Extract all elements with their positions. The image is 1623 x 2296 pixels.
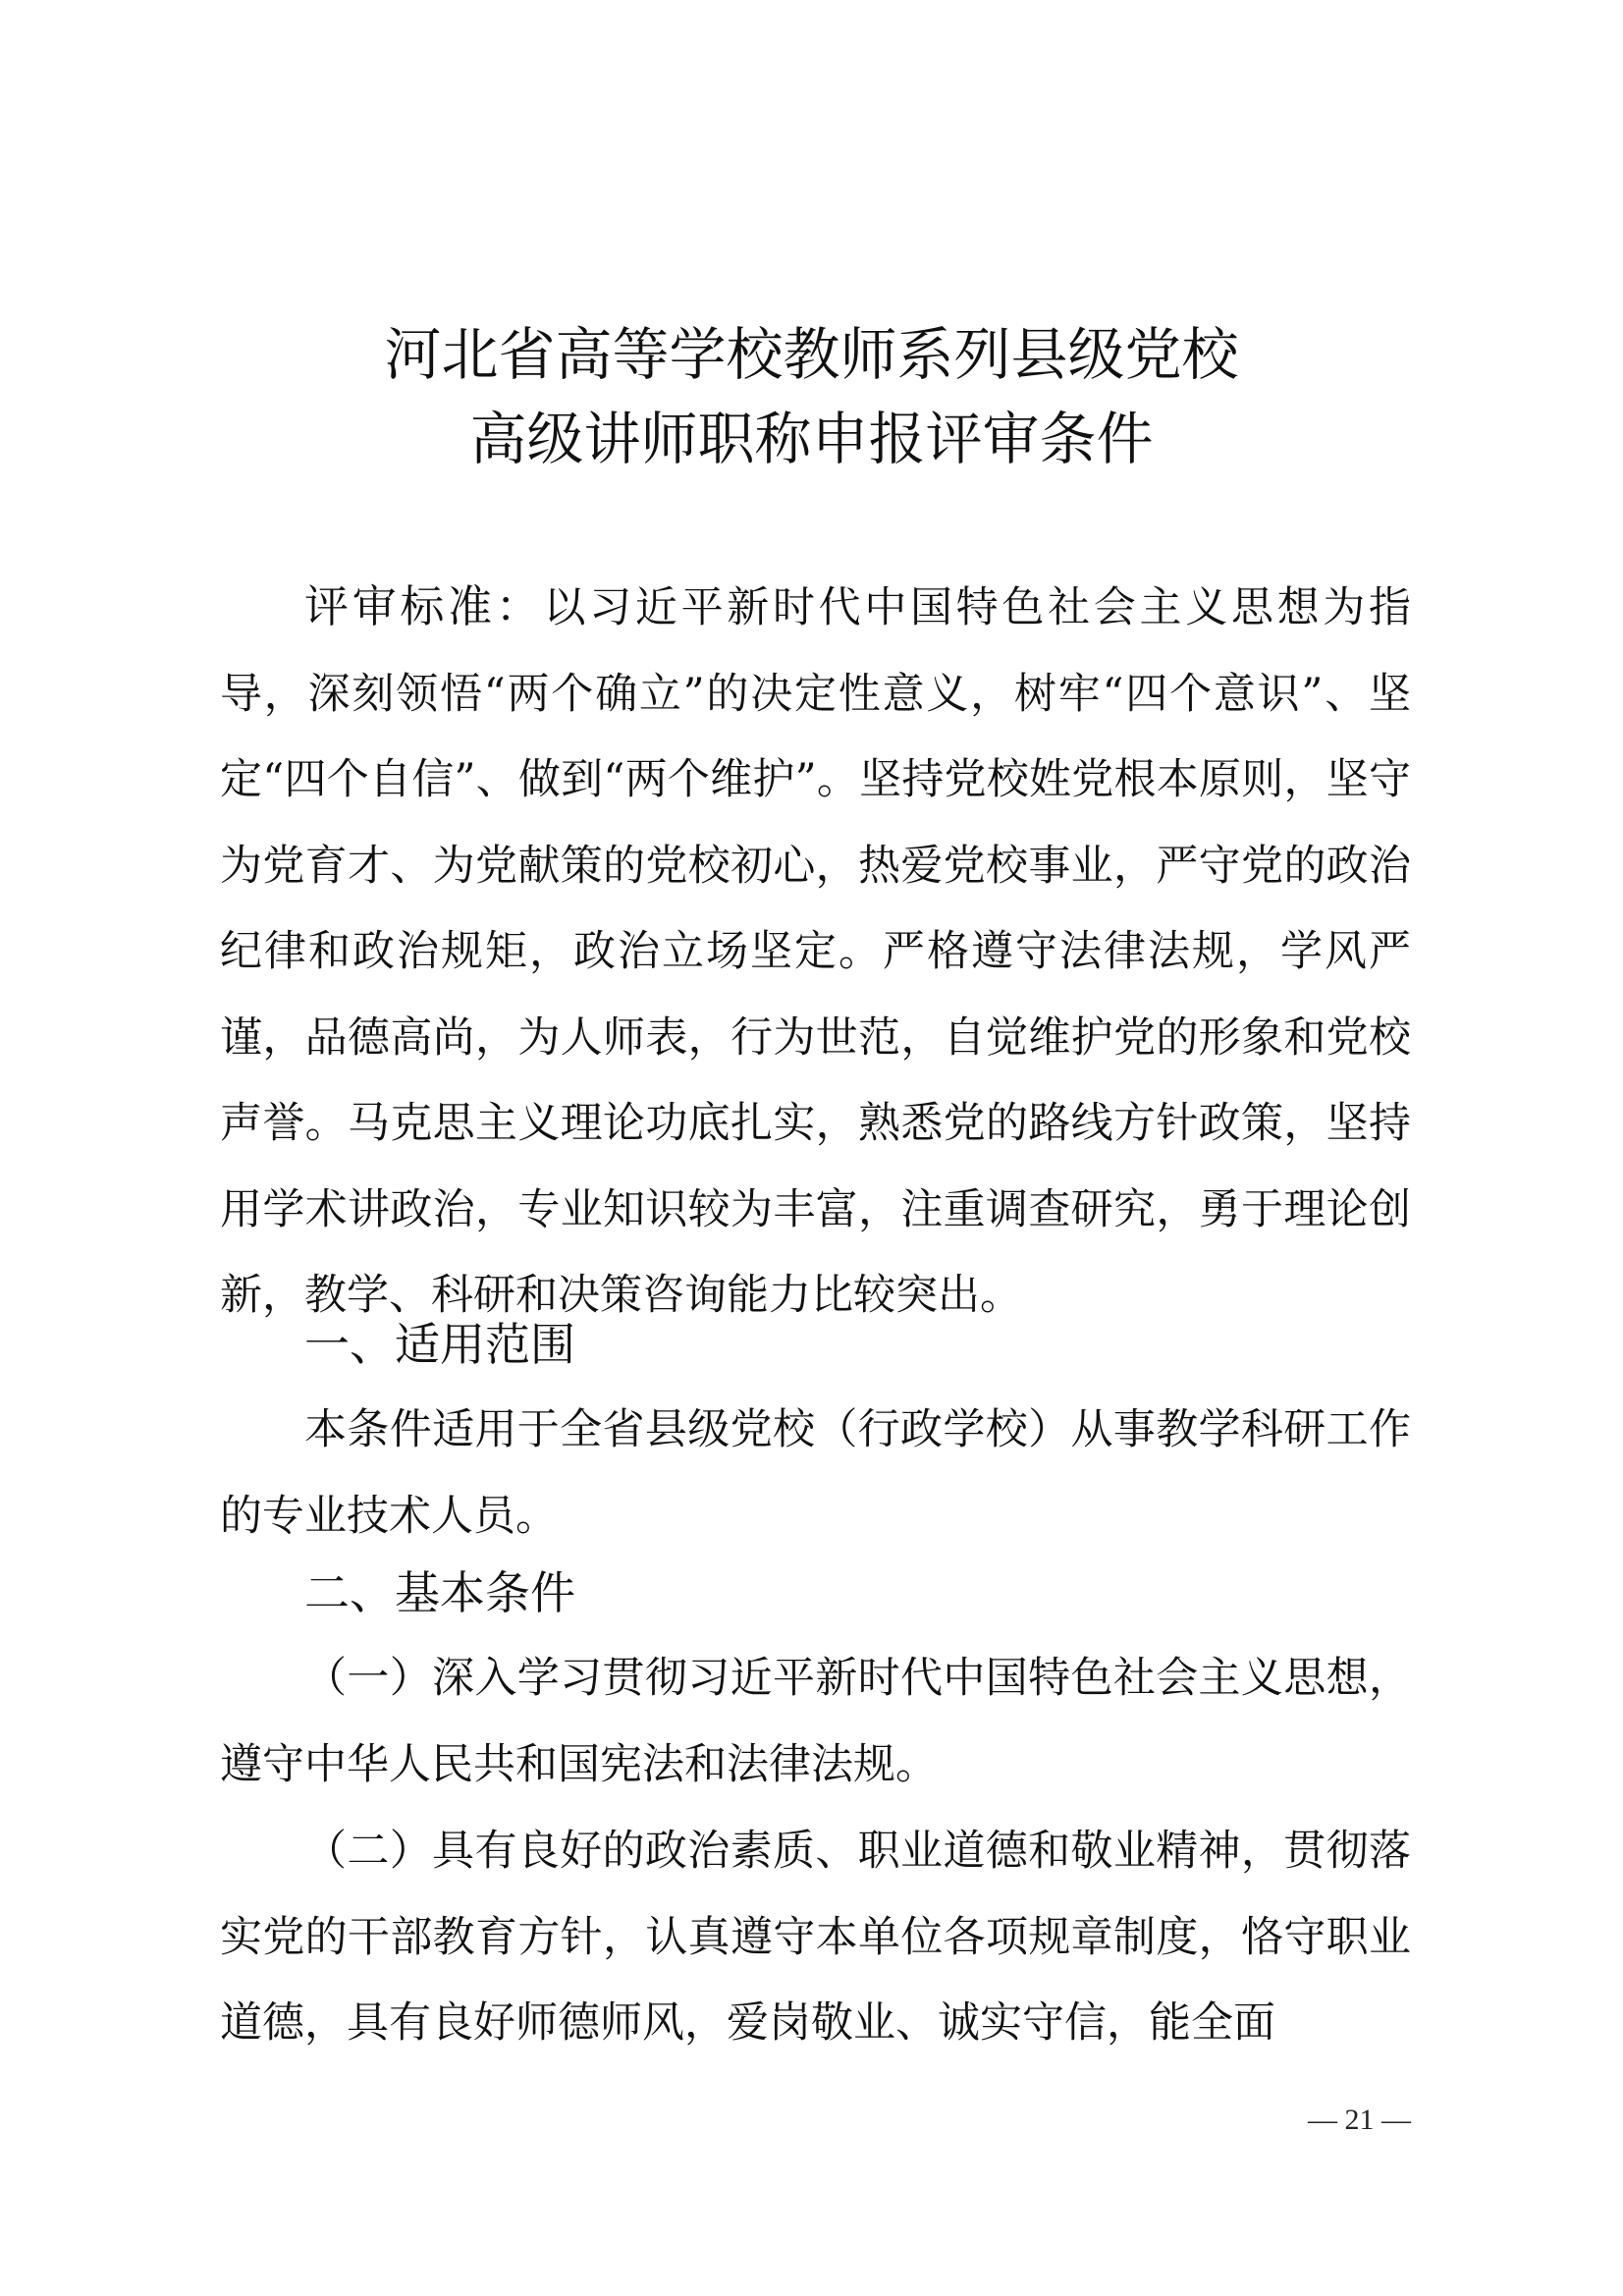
review-standard-paragraph [220, 564, 1411, 1339]
scope-paragraph: 本条件适用于全省县级党校（行政学校）从事教学科研工作的专业技术人员。 [220, 1405, 1411, 1541]
page-number: — 21 — [1308, 2104, 1411, 2136]
basic-condition-item-1: （一）深入学习贯彻习近平新时代中国特色社会主义思想，遵守中华人民共和国宪法和法律法规。 [220, 1654, 1411, 1789]
section-heading-scope: 一、适用范围 [304, 1318, 575, 1371]
review-standard-label: 评审标准： [304, 580, 544, 632]
review-standard-text: 以习近平新时代中国特色社会主义思想为指导，深刻领悟“两个确立”的决定性意义，树牢“四个意识”、坚定“四个自信”、做到“两个维护”。坚持党校姓党根本原则，坚守为党育才、为党献策的党校初心，热爱党校事业，严守党的政治纪律和政治规矩，政治立场坚定。严格遵守法律法规，学风严谨，品德高尚，为人师表，行为世范，自觉维护党的形象和党校声誉。马克思主义理论功底扎实，熟悉党的路线方针政策，坚持用学术讲政治，专业知识较为丰富，注重调查研究，勇于理论创新，教学、科研和决策咨询能力比较突出。 [220, 583, 1411, 1320]
basic-condition-item-2: （二）具有良好的政治素质、职业道德和敬业精神，贯彻落实党的干部教育方针，认真遵守本单位各项规章制度，恪守职业道德，具有良好师德师风，爱岗敬业、诚实守信，能全面 [220, 1827, 1411, 2048]
document-title-line-2: 高级讲师职称申报评审条件 [469, 406, 1154, 472]
document-title-line-1: 河北省高等学校教师系列县级党校 [384, 321, 1239, 388]
section-heading-basic-conditions: 二、基本条件 [304, 1566, 575, 1619]
